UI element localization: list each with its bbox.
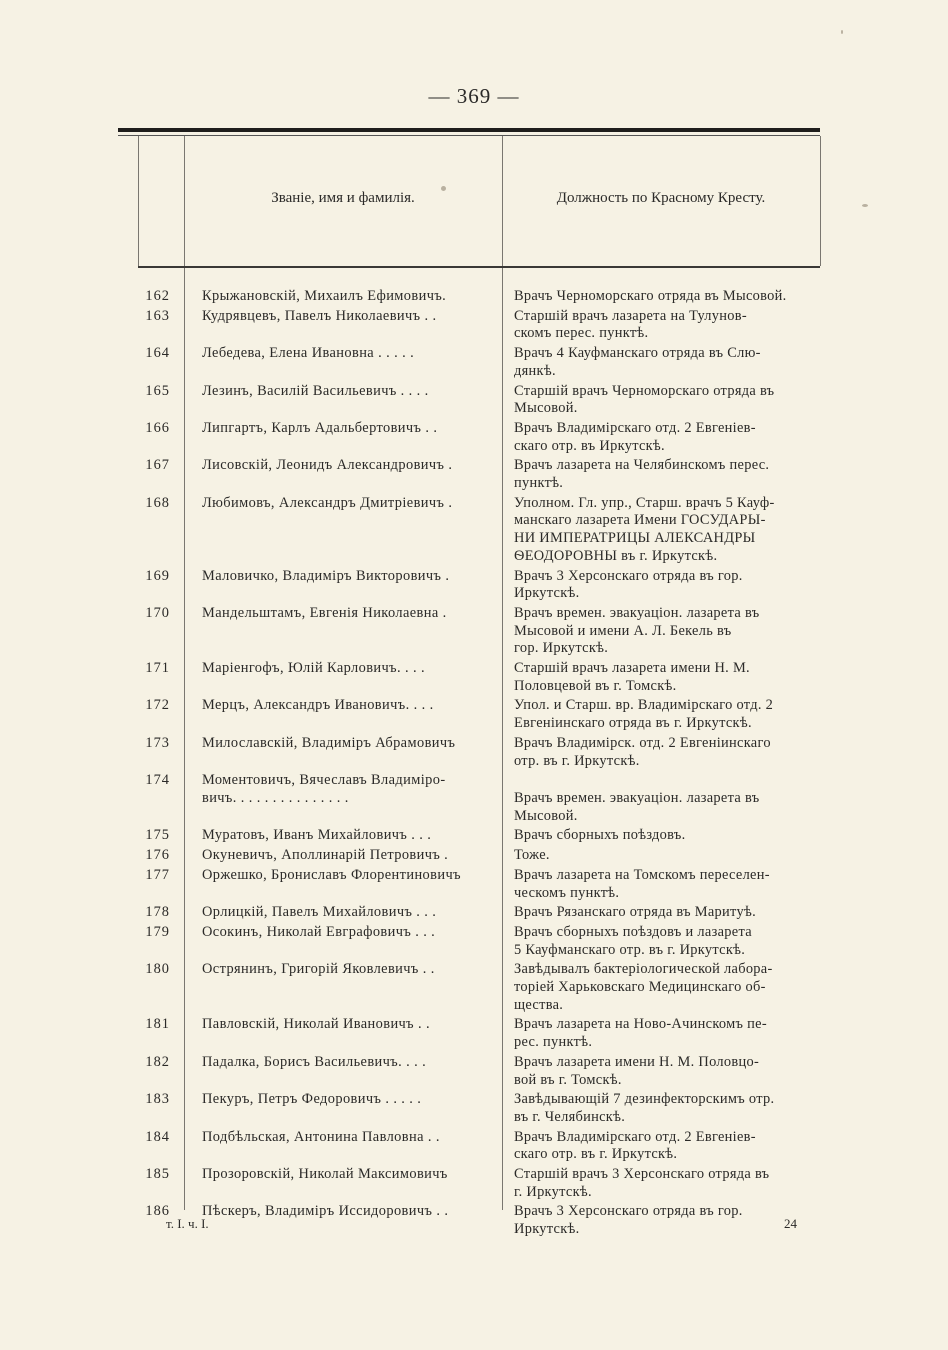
paper-speck (441, 186, 446, 191)
table-row (0, 1016, 948, 1051)
entry-position: Старшій врачъ 3 Херсонскаго отряда въ г. Иркутскѣ. (514, 1166, 770, 1200)
entry-position: Врачъ сборныхъ поѣздовъ. (514, 827, 686, 844)
header-rule (138, 266, 820, 268)
entry-position: Врачъ 4 Кауфманскаго отряда въ Слю- дянкѣ. (514, 345, 761, 379)
entry-number: 178 (145, 904, 170, 921)
footer-signature: 24 (784, 1216, 797, 1231)
entry-position: Старшій врачъ лазарета на Тулунов- скомъ перес. пунктѣ. (514, 307, 747, 342)
entry-number: 162 (145, 288, 170, 304)
entry-name: Пѣскеръ, Владиміръ Иссидоровичъ . . (202, 1203, 449, 1220)
table-row (0, 1166, 948, 1201)
paper-speck (862, 204, 868, 207)
entries-list (0, 288, 948, 1241)
table-row (0, 904, 948, 922)
entry-position: Врачъ лазарета на Ново-Ачинскомъ пе- рес. пунктѣ. (514, 1016, 767, 1051)
entry-position: Врачъ времен. эвакуаціон. лазарета въ Мысовой и имени А. Л. Бекель въ гор. Иркутскѣ. (514, 604, 760, 657)
entry-number: 165 (145, 382, 170, 399)
entry-number: 183 (145, 1091, 170, 1108)
entry-name: Орлицкій, Павелъ Михайловичъ . . . (202, 904, 437, 921)
entry-position: Врачъ Владимірскаго отд. 2 Евгеніев- скаго отр. въ г. Иркутскѣ. (514, 1128, 756, 1163)
entry-name: Маріенгофъ, Юлій Карловичъ. . . . (202, 660, 425, 677)
entry-name: Подбѣльская, Антонина Павловна . . (202, 1128, 440, 1145)
table-row (0, 420, 948, 455)
entry-position: Завѣдывалъ бактеріологической лабора- торіей Харьковскаго Медицинскаго об- щества. (514, 961, 773, 1013)
entry-number: 179 (145, 923, 170, 940)
table-row (0, 735, 948, 770)
table-row (0, 345, 948, 380)
entry-position: Упол. и Старш. вр. Владимірскаго отд. 2 Евгеніинскаго отряда въ г. Иркутскѣ. (514, 697, 774, 732)
entry-name: Милославскій, Владиміръ Абрамовичъ (202, 734, 456, 751)
table-row (0, 1054, 948, 1089)
entry-number: 172 (145, 697, 170, 714)
entry-position: Тоже. (514, 847, 550, 864)
entry-position: Врачъ Рязанскаго отряда въ Маритуѣ. (514, 904, 756, 921)
table-row (0, 660, 948, 695)
entry-name: Оржешко, Брониславъ Флорентиновичъ (202, 866, 461, 883)
entry-position: Врачъ лазарета на Томскомъ переселен- ческомъ пунктѣ. (514, 866, 770, 901)
entry-position: Врачъ 3 Херсонскаго отряда въ гор. Иркутскѣ. (514, 567, 743, 602)
table-row (0, 697, 948, 732)
entry-position: Врачъ Владимірск. отд. 2 Евгеніинскаго отр. въ г. Иркутскѣ. (514, 734, 771, 769)
entry-name: Осокинъ, Николай Евграфовичъ . . . (202, 923, 436, 940)
entry-position: Врачъ лазарета имени Н. М. Половцо- вой въ г. Томскѣ. (514, 1053, 760, 1088)
entry-number: 171 (145, 660, 170, 677)
entry-name: Лисовскій, Леонидъ Александровичъ . (202, 457, 453, 474)
entry-position: Врачъ 3 Херсонскаго отряда въ гор. Иркутскѣ. (514, 1203, 743, 1238)
entry-number: 167 (145, 457, 170, 474)
entry-number: 181 (145, 1016, 170, 1033)
entry-name: Окуневичъ, Аполлинарій Петровичъ . (202, 847, 449, 864)
table-row (0, 961, 948, 1014)
top-rule (118, 128, 820, 132)
entry-number: 174 (145, 772, 170, 789)
header-name-column: Званіе, имя и фамилія. (271, 190, 415, 206)
table-row (0, 568, 948, 603)
entry-number: 164 (145, 345, 170, 362)
paper-speck (841, 30, 843, 34)
entry-position: Врачъ Владимірскаго отд. 2 Евгеніев- скаго отр. въ Иркутскѣ. (514, 419, 756, 454)
entry-number: 180 (145, 961, 170, 978)
entry-number: 182 (145, 1053, 170, 1070)
entry-position: Завѣдывающій 7 дезинфекторскимъ отр. въ г. Челябинскѣ. (514, 1091, 775, 1125)
table-row (0, 772, 948, 825)
entry-number: 170 (145, 604, 170, 621)
table-row (0, 288, 948, 306)
entry-name: Прозоровскій, Николай Максимовичъ (202, 1166, 448, 1183)
table-row (0, 1091, 948, 1126)
table-row (0, 308, 948, 343)
entry-position: Врачъ Черноморскаго отряда въ Мысовой. (514, 288, 787, 304)
table-row (0, 1203, 948, 1238)
entry-number: 184 (145, 1128, 170, 1145)
table-row (0, 867, 948, 902)
entry-name: Мерцъ, Александръ Ивановичъ. . . . (202, 697, 434, 714)
entry-name: Любимовъ, Александръ Дмитріевичъ . (202, 494, 453, 511)
entry-name: Кудрявцевъ, Павелъ Николаевичъ . . (202, 307, 437, 324)
entry-name: Липгартъ, Карлъ Адальбертовичъ . . (202, 419, 438, 436)
entry-number: 186 (145, 1203, 170, 1220)
entry-name: Моментовичъ, Вячеславъ Владиміро- вичъ. . . . . . . . . . . . . . . (202, 772, 446, 806)
entry-number: 163 (145, 307, 170, 324)
table-row (0, 605, 948, 658)
column-divider-right (820, 136, 821, 266)
entry-name: Пекуръ, Петръ Федоровичъ . . . . . (202, 1091, 422, 1108)
entry-name: Мандельштамъ, Евгенія Николаевна . (202, 604, 447, 621)
table-row (0, 495, 948, 566)
table-row (0, 1129, 948, 1164)
table-row (0, 457, 948, 492)
entry-number: 185 (145, 1166, 170, 1183)
entry-name: Падалка, Борисъ Васильевичъ. . . . (202, 1053, 427, 1070)
entry-number: 177 (145, 866, 170, 883)
entry-name: Павловскій, Николай Ивановичъ . . (202, 1016, 431, 1033)
entry-name: Лезинъ, Василій Васильевичъ . . . . (202, 382, 429, 399)
table-row (0, 924, 948, 959)
entry-name: Острянинъ, Григорій Яковлевичъ . . (202, 961, 435, 978)
entry-number: 166 (145, 419, 170, 436)
entry-number: 173 (145, 734, 170, 751)
entry-number: 176 (145, 847, 170, 864)
entry-position: Врачъ времен. эвакуаціон. лазарета въ Мысовой. (514, 789, 760, 824)
entry-position: Старшій врачъ лазарета имени Н. М. Половцевой въ г. Томскѣ. (514, 660, 750, 694)
entry-name: Крыжановскій, Михаилъ Ефимовичъ. (202, 288, 447, 304)
page-number: — 369 — (428, 84, 520, 108)
entry-name: Лебедева, Елена Ивановна . . . . . (202, 345, 415, 362)
entry-number: 169 (145, 567, 170, 584)
entry-position: Врачъ сборныхъ поѣздовъ и лазарета 5 Кауфманскаго отр. въ г. Иркутскѣ. (514, 923, 752, 958)
entry-number: 168 (145, 494, 170, 511)
table-row (0, 383, 948, 418)
table-row (0, 827, 948, 845)
footer-volume: т. I. ч. I. (166, 1216, 209, 1231)
entry-name: Муратовъ, Иванъ Михайловичъ . . . (202, 827, 432, 844)
top-rule-thin (118, 135, 820, 136)
entry-position: Уполном. Гл. упр., Старш. врачъ 5 Кауф- манскаго лазарета Имени ГОСУДАРЫ- НИ ИМПЕРАТРИЦЫ АЛЕКСАНДРЫ ѲЕОДОРОВНЫ въ г. Иркутскѣ. (514, 494, 775, 564)
column-divider-left (138, 136, 139, 266)
entry-position: Старшій врачъ Черноморскаго отряда въ Мысовой. (514, 382, 775, 417)
entry-name: Маловичко, Владиміръ Викторовичъ . (202, 567, 450, 584)
entry-position: Врачъ лазарета на Челябинскомъ перес. пунктѣ. (514, 457, 770, 492)
table-row (0, 847, 948, 865)
entry-number: 175 (145, 827, 170, 844)
header-position-column: Должность по Красному Кресту. (556, 190, 766, 206)
